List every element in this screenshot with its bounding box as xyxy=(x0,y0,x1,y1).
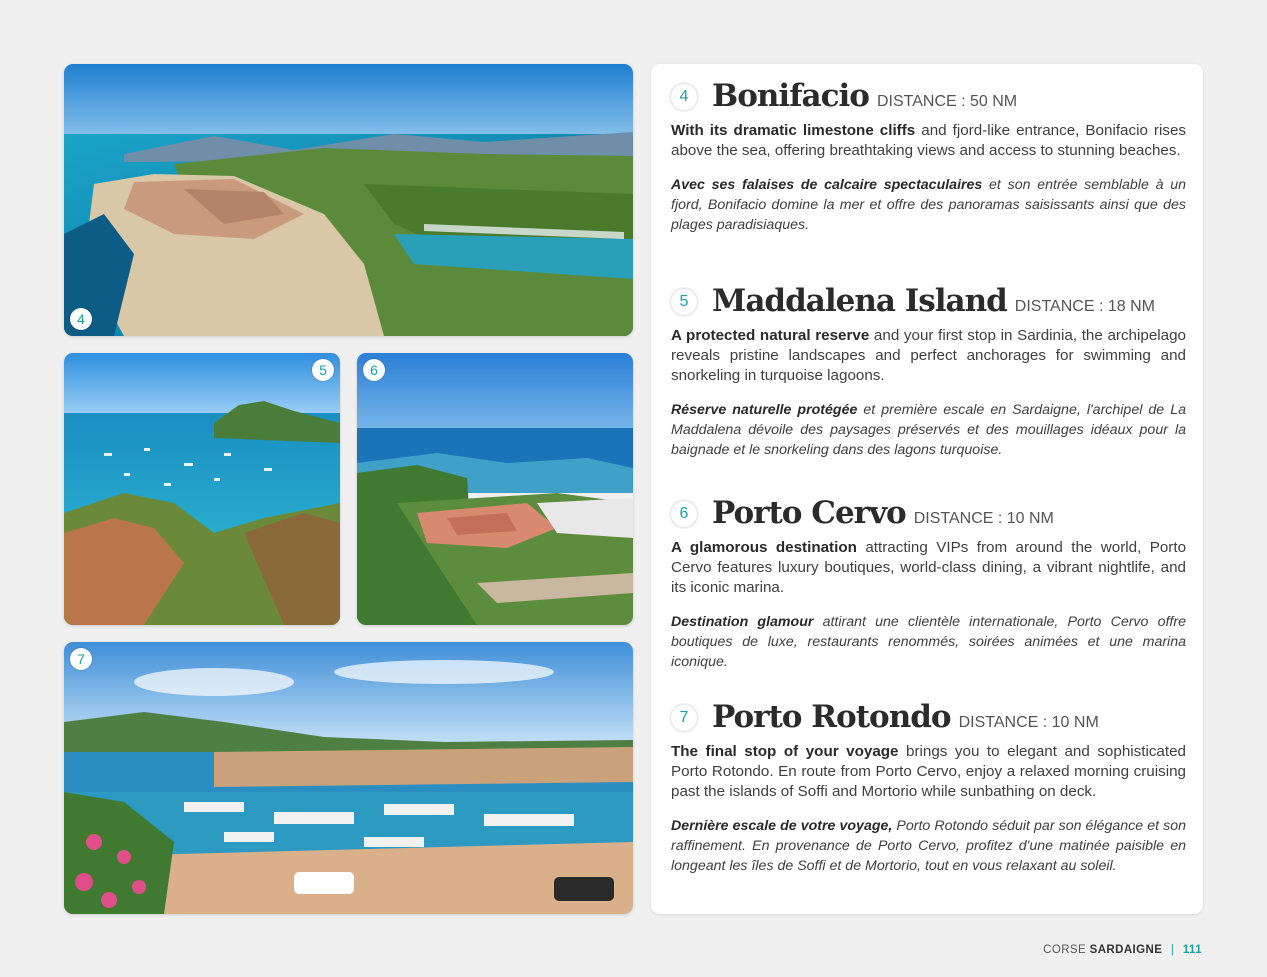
destination-heading xyxy=(671,78,1186,115)
description-english xyxy=(671,742,1186,802)
destination-number-badge: 6 xyxy=(671,501,697,527)
description-french-lead: Avec ses falaises de calcaire spectaculaires xyxy=(671,177,983,193)
description-english-body: and fjord-like entrance, Bonifacio rises above the sea, offering breathtaking views and access to stunning beaches. xyxy=(671,122,1186,159)
description-french-body: attirant une clientèle internationale, Porto Cervo offre boutiques de luxe, restaurants renommés, soirées animées et une marina iconique. xyxy=(671,614,1186,670)
description-french-lead: Dernière escale de votre voyage, xyxy=(671,818,893,834)
description-french-body: Porto Rotondo séduit par son élégance et son raffinement. En provenance de Porto Cervo, profitez d'une matinée paisible en longeant les îles de Soffi et de Mortorio, tout en vous relaxant au soleil. xyxy=(671,818,1186,874)
destination-distance: DISTANCE : 50 NM xyxy=(876,93,1018,110)
destination-name: Bonifacio xyxy=(712,78,869,114)
destination-bonifacio xyxy=(671,78,1186,235)
description-french xyxy=(671,816,1186,876)
photo-number-badge: 5 xyxy=(312,359,334,381)
description-french-body: et première escale en Sardaigne, l'archipel de La Maddalena dévoile des paysages préservés et des mouillages idéaux pour la baignade et le snorkeling dans des lagons turquoise. xyxy=(671,402,1187,458)
description-english-lead: A glamorous destination xyxy=(671,539,857,556)
destination-number-badge: 7 xyxy=(671,705,697,731)
destination-name: Porto Rotondo xyxy=(712,699,951,735)
description-english-lead: With its dramatic limestone cliffs xyxy=(671,122,916,139)
destination-porto-cervo xyxy=(671,495,1186,672)
description-french xyxy=(671,175,1186,235)
destination-number-badge: 4 xyxy=(671,84,697,110)
description-english-lead: A protected natural reserve xyxy=(671,327,870,344)
description-french-body: et son entrée semblable à un fjord, Bonifacio domine la mer et offre des panoramas saisissants ainsi que des plages paradisiaques. xyxy=(671,177,1186,233)
bonifacio-illustration xyxy=(64,64,633,336)
destination-distance: DISTANCE : 10 NM xyxy=(913,510,1054,527)
maddalena-illustration xyxy=(64,353,340,625)
destination-porto-rotondo xyxy=(671,699,1186,876)
description-english-lead: The final stop of your voyage xyxy=(671,743,899,760)
destination-heading xyxy=(671,699,1186,736)
destinations-card xyxy=(651,64,1203,914)
description-french xyxy=(671,400,1186,460)
destination-name: Porto Cervo xyxy=(712,495,906,531)
destination-distance: DISTANCE : 10 NM xyxy=(958,714,1099,731)
footer-separator: | xyxy=(1170,944,1175,956)
destination-maddalena xyxy=(671,283,1186,460)
description-english xyxy=(671,326,1186,386)
description-french-lead: Destination glamour xyxy=(671,614,814,630)
description-french xyxy=(671,612,1186,672)
description-english-body: attracting VIPs from around the world, Porto Cervo features luxury boutiques, world-class dining, a vibrant nightlife, and its iconic marina. xyxy=(671,539,1187,596)
porto-rotondo-photo xyxy=(64,642,633,914)
page-footer xyxy=(1043,944,1202,956)
photo-number-badge: 7 xyxy=(70,648,92,670)
destination-distance: DISTANCE : 18 NM xyxy=(1014,298,1155,315)
description-french-lead: Réserve naturelle protégée xyxy=(671,402,858,418)
description-english-body: and your first stop in Sardinia, the archipelago reveals pristine landscapes and perfect anchorages for swimming and snorkeling in turquoise lagoons. xyxy=(671,327,1186,384)
footer-section-bold: SARDAIGNE xyxy=(1089,944,1163,956)
photo-number-badge: 4 xyxy=(70,308,92,330)
description-english xyxy=(671,121,1186,161)
porto-rotondo-illustration xyxy=(64,642,633,914)
destination-heading xyxy=(671,283,1186,320)
photo-number-badge: 6 xyxy=(363,359,385,381)
page-number: 111 xyxy=(1182,944,1202,956)
description-english-body: brings you to elegant and sophisticated Porto Rotondo. En route from Porto Cervo, enjoy a relaxed morning cruising past the islands of Soffi and Mortorio while sunbathing on deck. xyxy=(671,743,1186,800)
destination-number-badge: 5 xyxy=(671,289,697,315)
porto-cervo-photo xyxy=(357,353,633,625)
maddalena-photo xyxy=(64,353,340,625)
bonifacio-photo xyxy=(64,64,633,336)
description-english xyxy=(671,538,1186,598)
footer-section-light: CORSE xyxy=(1043,944,1087,956)
destination-name: Maddalena Island xyxy=(712,283,1007,319)
porto-cervo-illustration xyxy=(357,353,633,625)
destination-heading xyxy=(671,495,1186,532)
